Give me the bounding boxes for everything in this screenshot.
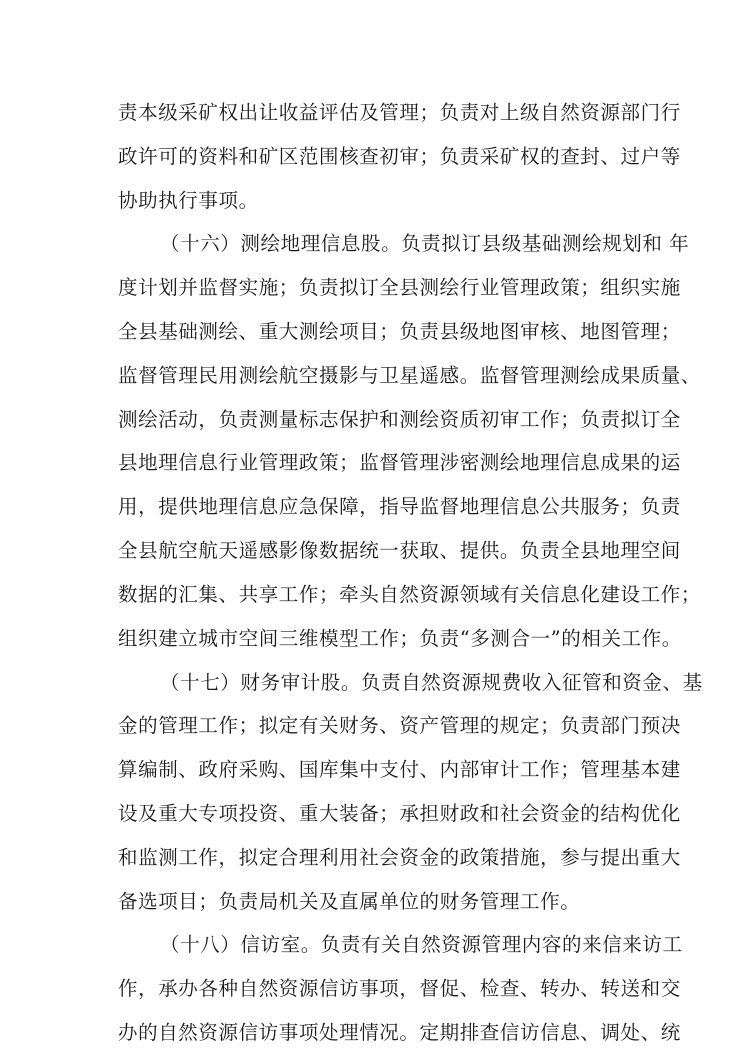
section-heading-line: （十八）信访室。负责有关自然资源管理内容的来信来访工 [160, 933, 683, 956]
text-line: 政许可的资料和矿区范围核查初审；负责采矿权的查封、过户等 [118, 145, 681, 168]
text-line: 全县航空航天遥感影像数据统一获取、提供。负责全县地理空间 [118, 539, 681, 562]
text-line: 数据的汇集、共享工作；牵头自然资源领域有关信息化建设工作； [118, 583, 701, 606]
text-line: 协助执行事项。 [118, 189, 259, 212]
text-line: 作，承办各种自然资源信访事项，督促、检查、转办、转送和交 [118, 977, 681, 1000]
text-line: 监督管理民用测绘航空摄影与卫星遥感。监督管理测绘成果质量、 [118, 364, 701, 387]
text-line: 备选项目；负责局机关及直属单位的财务管理工作。 [118, 890, 581, 913]
text-line: 度计划并监督实施；负责拟订全县测绘行业管理政策；组织实施 [118, 276, 681, 299]
text-line: 责本级采矿权出让收益评估及管理；负责对上级自然资源部门行 [118, 101, 681, 124]
text-line: 组织建立城市空间三维模型工作；负责“多测合一”的相关工作。 [118, 627, 682, 650]
text-line: 用，提供地理信息应急保障，指导监督地理信息公共服务；负责 [118, 495, 681, 518]
text-line: 测绘活动，负责测量标志保护和测绘资质初审工作；负责拟订全 [118, 408, 681, 431]
text-line: 县地理信息行业管理政策；监督管理涉密测绘地理信息成果的运 [118, 451, 681, 474]
text-line: 算编制、政府采购、国库集中支付、内部审计工作；管理基本建 [118, 758, 681, 781]
section-heading-line: （十六）测绘地理信息股。负责拟订县级基础测绘规划和 年 [160, 232, 690, 255]
text-line: 办的自然资源信访事项处理情况。定期排查信访信息、调处、统 [118, 1021, 681, 1044]
text-line: 全县基础测绘、重大测绘项目；负责县级地图审核、地图管理； [118, 320, 681, 343]
text-line: 金的管理工作；拟定有关财务、资产管理的规定；负责部门预决 [118, 714, 681, 737]
text-line: 和监测工作，拟定合理利用社会资金的政策措施，参与提出重大 [118, 846, 681, 869]
section-heading-line: （十七）财务审计股。负责自然资源规费收入征管和资金、基 [160, 671, 703, 694]
text-line: 设及重大专项投资、重大装备；承担财政和社会资金的结构优化 [118, 802, 681, 825]
